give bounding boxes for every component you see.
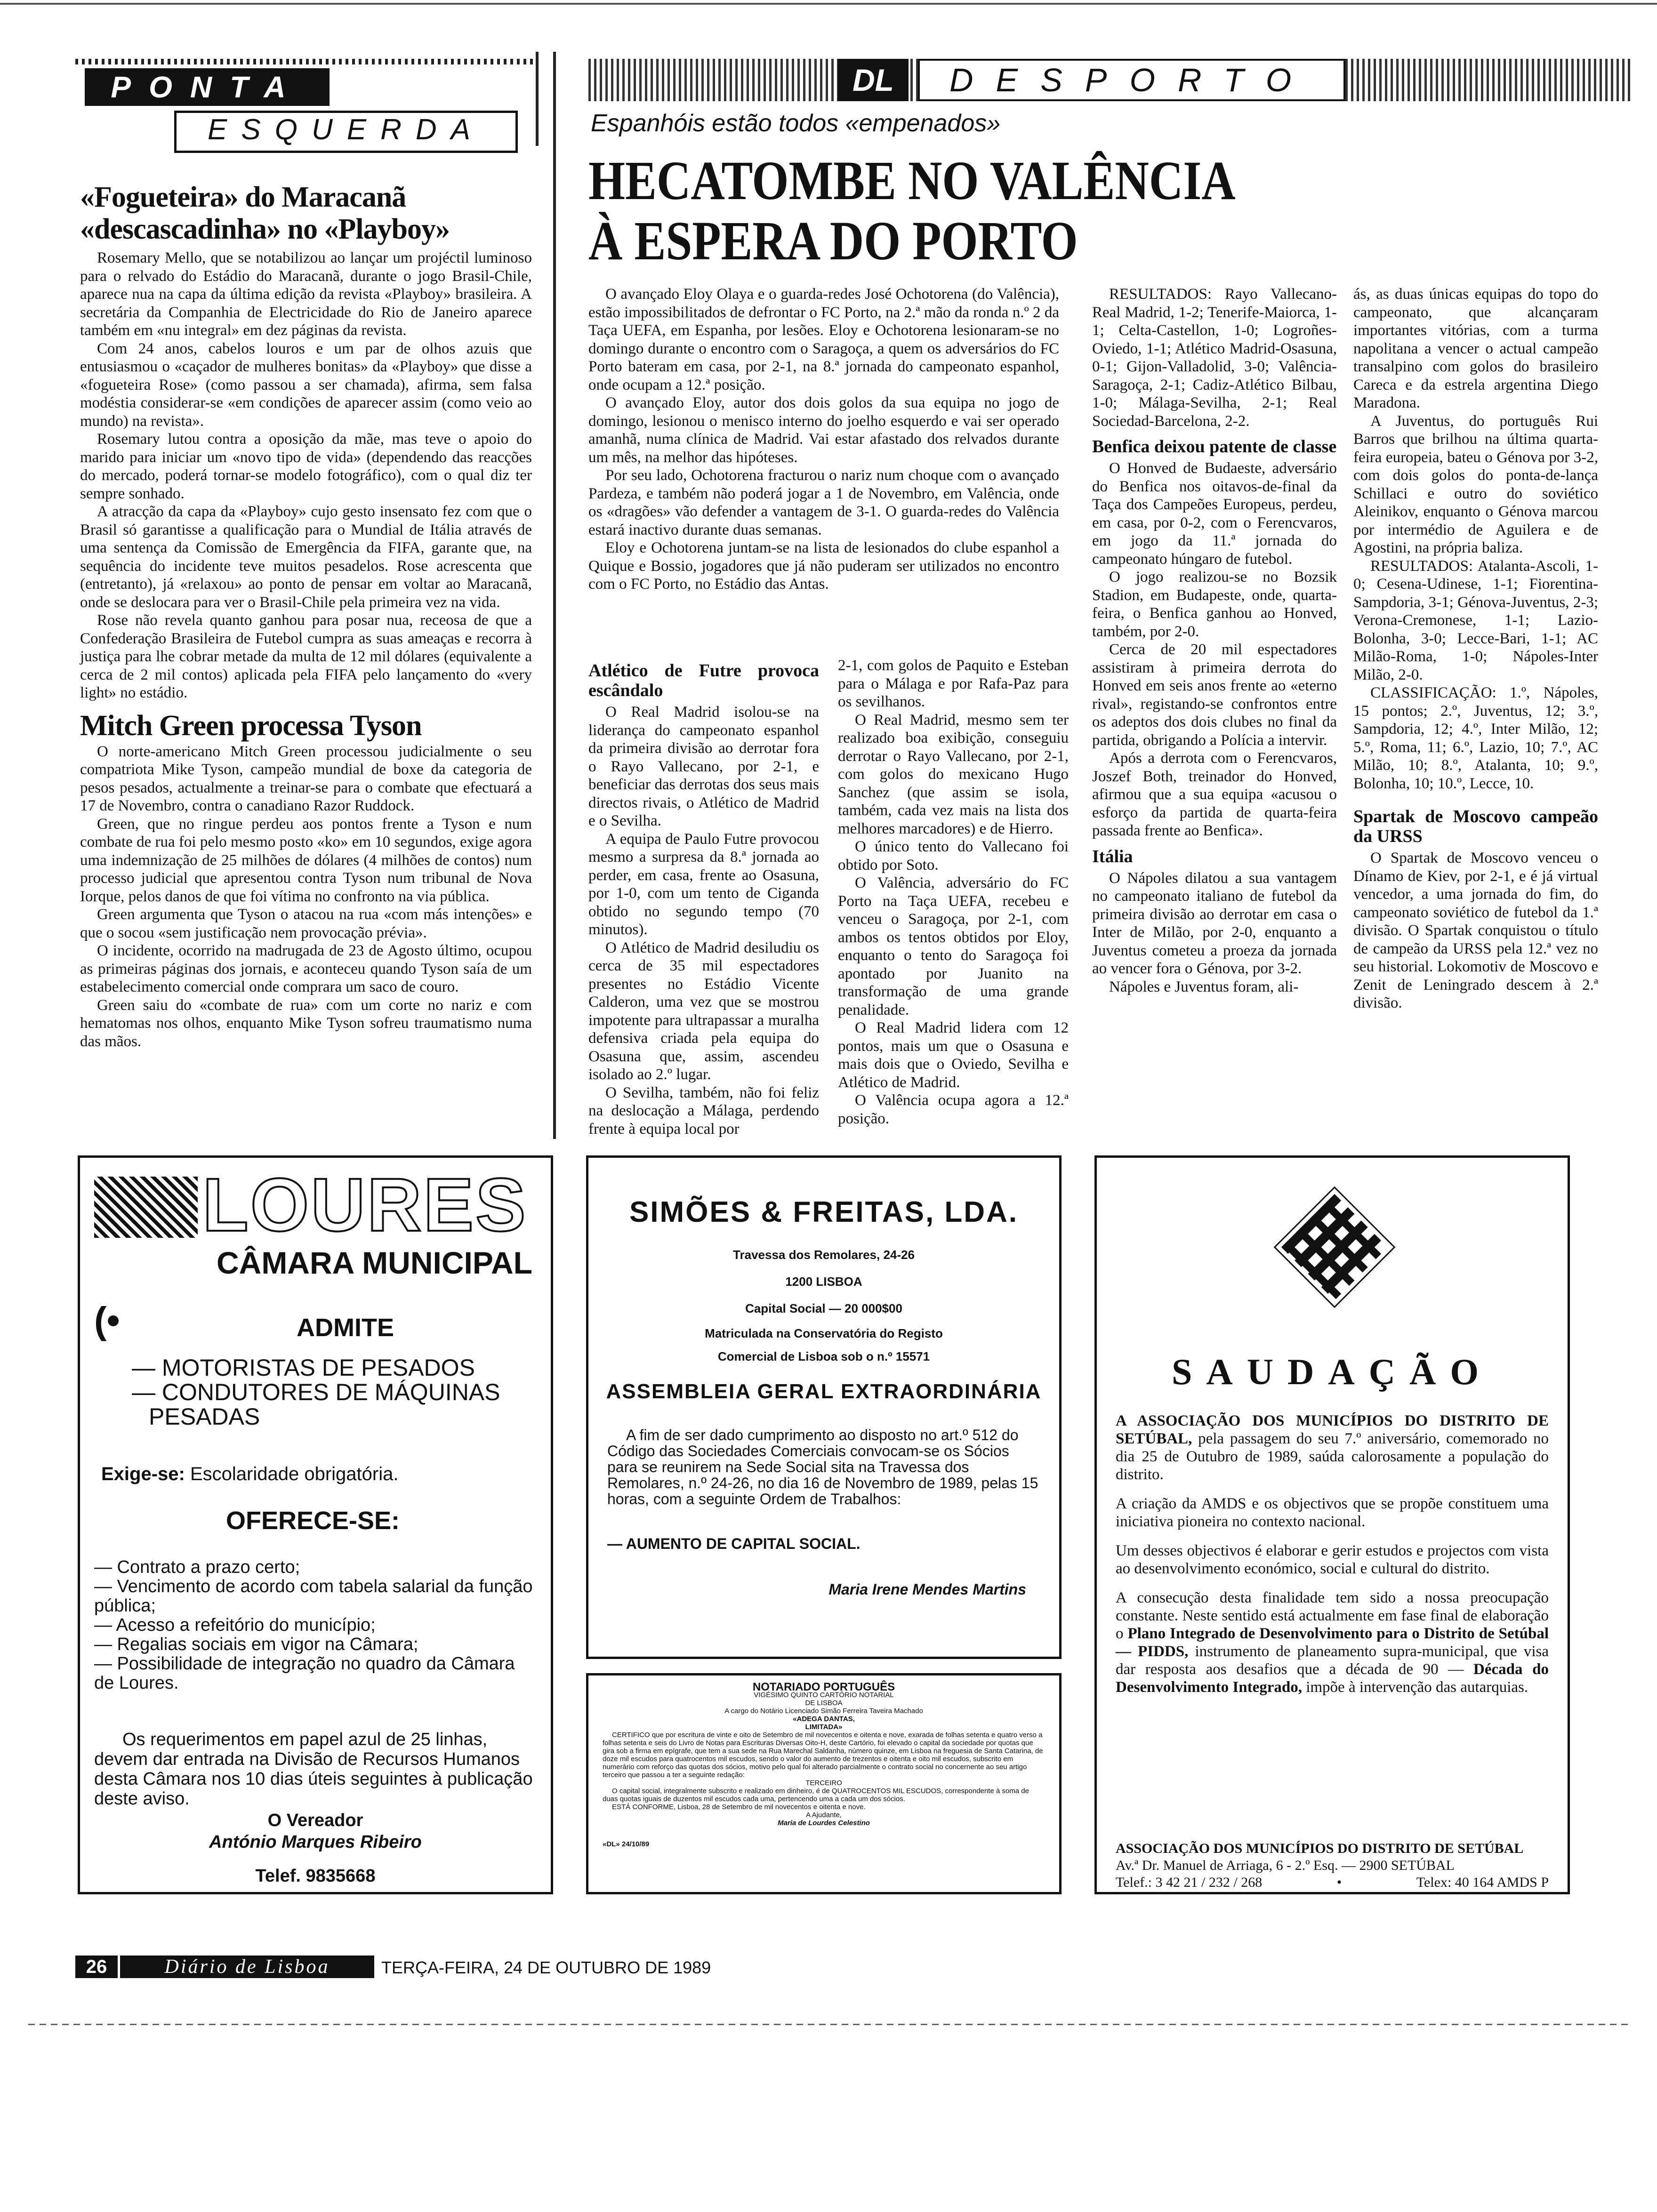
article1-headline bbox=[80, 181, 532, 245]
masthead: Diário de Lisboa bbox=[120, 1956, 374, 1978]
loures-ad bbox=[78, 1155, 553, 1894]
quote-mark: (• bbox=[94, 1299, 120, 1341]
paragraph bbox=[1116, 1589, 1549, 1696]
sport-column-2 bbox=[838, 657, 1069, 1128]
paragraph: Cerca de 20 mil espectadores assistiram à primeira derrota do Honved em seis anos frente ao «eterno rival», registando-se confrontos entre os adeptos dos dois clubes no final da partida, obrigando a Polícia a intervir. bbox=[1092, 641, 1337, 749]
company-registry: Comercial de Lisboa sob o n.º 15571 bbox=[717, 1349, 930, 1363]
footer-telex: Telex: 40 164 AMDS P bbox=[1416, 1875, 1549, 1890]
sport-column-3 bbox=[1092, 285, 1337, 996]
kicker: Espanhóis estão todos «empenados» bbox=[591, 110, 1001, 137]
paragraph: Rosemary lutou contra a oposição da mãe, mas teve o apoio do marido para iniciar um «novo tipo de vida» (dependendo das reacções do mercado, poderá tornar-se modelo fotográfico), com o qual diz ter sempre sonhado. bbox=[80, 431, 532, 502]
saudacao-ad bbox=[1094, 1155, 1570, 1894]
benefit-item: — Vencimento de acordo com tabela salarial da função pública; bbox=[94, 1577, 533, 1616]
paragraph bbox=[1116, 1412, 1549, 1483]
assembly-body: A fim de ser dado cumprimento ao disposto no art.º 512 do Código das Sociedades Comerciais convocam-se os Sócios para se reunirem na Sede Social sita na Travessa dos Remolares, n.º 24-26, no dia 16 de Novembro de 1989, pelas 15 horas, com a seguinte Ordem de Trabalhos: bbox=[607, 1427, 1038, 1507]
paragraph: O Real Madrid, mesmo sem ter realizado boa exibição, conseguiu derrotar o Rayo Vallecano, por 2-1, com golos do mexicano Hugo Sanchez (que assim se isola, também, cada vez mais na lista dos melhores marcadores) e de Hierro. bbox=[838, 711, 1069, 837]
benefit-item: — Contrato a prazo certo; bbox=[94, 1557, 300, 1577]
paragraph: Por seu lado, Ochotorena fracturou o nariz num choque com o avançado Pardeza, e também não poderá jogar a 1 de Novembro, em Valência, onde os «dragões» vão defender a vantagem de 3-1. O guarda-redes do Valência estará inactivo durante duas semanas. bbox=[588, 467, 1059, 538]
amds-seal-icon bbox=[1243, 1177, 1426, 1318]
positions-list bbox=[132, 1355, 500, 1429]
left-header-rule bbox=[536, 52, 539, 146]
paragraph: A Juventus, do português Rui Barros que brilhou na última quarta-feira europeia, bateu o Génova por 3-2, com dois golos do ponta-de-lança Schillaci e outro do soviético Aleinikov, enquanto o Génova marcou por intermédio de Aguilera e de Agostini, na própria baliza. bbox=[1353, 412, 1598, 556]
dl-logo: DL bbox=[838, 59, 909, 101]
signer-block bbox=[80, 1810, 551, 1887]
desporto-header bbox=[588, 52, 1633, 101]
requirement-label: Exige-se: bbox=[101, 1464, 185, 1484]
paragraph: O avançado Eloy Olaya e o guarda-redes José Ochotorena (do Valência), estão impossibilitados de defrontar o FC Porto, na 2.ª mão da ronda n.º 2 da Taça UEFA, em Espanha, por lesões. Eloy e Ochotorena lesionaram-se no domingo durante o encontro com o Saragoça, a quem os adversários do FC Porto bateram em casa, por 2-1, na 8.ª jornada do campeonato espanhol, onde ocupam a 12.ª posição. bbox=[588, 286, 1059, 393]
headline-line: «Fogueteira» do Maracanã bbox=[80, 181, 406, 213]
bold-text: A ASSOCIAÇÃO DOS MUNICÍPIOS DO DISTRITO DE SETÚBAL, bbox=[1116, 1412, 1549, 1447]
footer-address: Av.ª Dr. Manuel de Arriaga, 6 - 2.º Esq. — 2900 SETÚBAL bbox=[1116, 1858, 1455, 1873]
oferece-heading: OFERECE-SE: bbox=[226, 1507, 400, 1535]
subhead: Itália bbox=[1092, 846, 1133, 866]
header-ornament bbox=[75, 59, 537, 64]
paragraph: A equipa de Paulo Futre provocou mesmo a surpresa da 8.ª jornada ao perder, em casa, frente ao Osasuna, por 1-0, com um tento de Ciganda obtido no segundo tempo (70 minutos). bbox=[588, 830, 819, 938]
company-title: SIMÕES & FREITAS, LDA. bbox=[629, 1196, 1019, 1228]
paragraph: Rosemary Mello, que se notabilizou ao lançar um projéctil luminoso para o relvado do Estádio do Maracanã, durante o jogo Brasil-Chile, aparece nua na capa da última edição da revista «Playboy» brasileira. A secretária da Companhia de Electricidade do Rio de Janeiro aparece também em «nu integral» em dez páginas da revista. bbox=[80, 249, 532, 339]
page-number: 26 bbox=[75, 1956, 118, 1978]
company-registry: Matriculada na Conservatória do Registo bbox=[705, 1326, 943, 1340]
paragraph: Após a derrota com o Ferencvaros, Joszef Both, treinador do Honved, afirmou que a sua equipa «acusou o esforço da partida de quarta-feira passada frente ao Benfica». bbox=[1092, 750, 1337, 839]
headline-line: HECATOMBE NO VALÊNCIA bbox=[588, 150, 1236, 211]
ponta-esquerda-header bbox=[75, 45, 537, 158]
notary-company: «ADEGA DANTAS, bbox=[793, 1715, 855, 1723]
paragraph: O incidente, ocorrido na madrugada de 23 de Agosto último, ocupou as primeiras páginas dos jornais, e aconteceu quando Tyson saía de um estabelecimento comercial onde comprara um saco de couro. bbox=[80, 942, 532, 995]
assembly-signer: Maria Irene Mendes Martins bbox=[828, 1581, 1026, 1598]
agenda-item: — AUMENTO DE CAPITAL SOCIAL. bbox=[607, 1535, 861, 1552]
footer-name: ASSOCIAÇÃO DOS MUNICÍPIOS DO DISTRITO DE SETÚBAL bbox=[1116, 1841, 1524, 1856]
footer-contacts bbox=[1116, 1874, 1549, 1891]
paragraph: O Nápoles dilatou a sua vantagem no campeonato italiano de futebol da primeira divisão ao derrotar em casa o Inter de Milão, por 2-0, enquanto a Juventus cometeu a proeza da jornada ao vencer fora o Génova, por 3-2. bbox=[1092, 869, 1337, 977]
subhead: Atlético de Futre provoca escândalo bbox=[588, 661, 819, 700]
paragraph: O Valência ocupa agora a 12.ª posição. bbox=[838, 1092, 1069, 1127]
saudacao-body bbox=[1116, 1412, 1549, 1696]
position-item: — MOTORISTAS DE PESADOS bbox=[132, 1354, 475, 1381]
left-column bbox=[80, 181, 532, 1050]
sport-column-4 bbox=[1353, 285, 1598, 1012]
simoes-freitas-ad bbox=[586, 1155, 1062, 1659]
label-desporto: DESPORTO bbox=[918, 59, 1345, 101]
paragraph: O Atlético de Madrid desiludiu os cerca de 35 mil espectadores presentes no Estádio Vicente Calderon, uma vez que se mostrou impotente para ultrapassar a muralha defensiva criada pela equipa do Osasuna que, assim, ascendeu isolado ao 2.º lugar. bbox=[588, 939, 819, 1083]
notary-title: NOTARIADO PORTUGUÊS bbox=[752, 1681, 895, 1693]
paragraph: O Real Madrid lidera com 12 pontos, mais um que o Osasuna e mais dois que o Oviedo, Sevilha e Atlético de Madrid. bbox=[838, 1019, 1069, 1091]
column-divider bbox=[553, 52, 556, 1139]
bottom-rule bbox=[28, 2024, 1629, 2025]
paragraph: O Valência, adversário do FC Porto na Taça UEFA, recebeu e venceu o Saragoça, por 2-1, com ambos os tentos obtidos por Eloy, enquanto o tento do Saragoça foi apontado por Juanito na transformação de uma grande penalidade. bbox=[838, 874, 1069, 1018]
paragraph: O avançado Eloy, autor dos dois golos da sua equipa no jogo de domingo, lesionou o menisco interno do joelho esquerdo e vai ser operado amanhã, numa clínica de Madrid. Vai estar afastado dos relvados durante um mês, na melhor das hipóteses. bbox=[588, 394, 1059, 466]
loures-instructions: Os requerimentos em papel azul de 25 linhas, devem dar entrada na Divisão de Recursos Humanos desta Câmara nos 10 dias úteis seguintes à publicação deste aviso. bbox=[94, 1730, 533, 1809]
phone: Telef. 9835668 bbox=[255, 1866, 376, 1886]
paragraph: O Real Madrid isolou-se na liderança do campeonato espanhol da primeira divisão ao derrotar fora o Rayo Vallecano, por 2-1, e beneficiar das derrotas dos seus mais directos rivais, o Atlético de Madrid e o Sevilha. bbox=[588, 704, 819, 829]
paragraph: O norte-americano Mitch Green processou judicialmente o seu compatriota Mike Tyson, campeão mundial de boxe da categoria de pesos pesados, actualmente a treinar-se para o combate que efectuará a 17 de Novembro, contra o canadiano Razor Ruddock. bbox=[80, 743, 532, 814]
paragraph: RESULTADOS: Rayo Vallecano-Real Madrid, 1-2; Tenerife-Maiorca, 1-1; Celta-Castellon, 1-0; Logroñes-Oviedo, 1-1; Atlético Madrid-Osasuna, 0-1; Gijon-Valladolid, 3-0; Valência-Saragoça, 2-1; Cadiz-Atlético Bilbau, 1-0; Málaga-Sevilha, 2-1; Real Sociedad-Barcelona, 2-2. bbox=[1092, 286, 1337, 430]
position-item: — CONDUTORES DE MÁQUINAS bbox=[132, 1379, 500, 1405]
paragraph: O único tento do Vallecano foi obtido por Soto. bbox=[838, 838, 1069, 874]
notary-ref: «DL» 24/10/89 bbox=[603, 1840, 650, 1848]
admite-heading: ADMITE bbox=[297, 1314, 394, 1342]
notary-body: CERTIFICO que por escritura de vinte e oito de Setembro de mil novecentos e oitenta e nove, exarada de folhas setenta e quatro verso a folhas setenta e seis do Livro de Notas para Escrituras Diversas Oito-H, deste Cartório, foi elevado o capital da sociedade por quotas que gira sob a firma em epígrafe, que tem a sua sede na Rua Marechal Saldanha, número quinze, em Lisboa na freguesia de Santa Catarina, de doze mil escudos para quatrocentos mil escudos, sendo o valor do aumento de trezentos e oitenta e oito mil escudos, subscrito em numerário com reforço das quotas dos sócios, motivo pelo qual foi alterado parcialmente o contrato social no concernente ao seu artigo terceiro que passou a ter a seguinte redação: bbox=[603, 1731, 1043, 1779]
subhead: Benfica deixou patente de classe bbox=[1092, 437, 1337, 457]
notario-ad bbox=[586, 1673, 1062, 1894]
benefit-item: — Possibilidade de integração no quadro da Câmara de Loures. bbox=[94, 1654, 515, 1693]
loures-emblem bbox=[94, 1177, 198, 1238]
saudacao-footer bbox=[1116, 1840, 1549, 1891]
paragraph: O jogo realizou-se no Bozsik Stadion, em Budapeste, onde, quarta-feira, o Benfica ganhou ao Honved, também, por 2-0. bbox=[1092, 569, 1337, 640]
bold-text: Plano Integrado de Desenvolvimento para o Distrito de Setúbal — PIDDS, bbox=[1116, 1625, 1549, 1660]
article2-headline: Mitch Green processa Tyson bbox=[80, 709, 422, 742]
paragraph: O Sevilha, também, não foi feliz na deslocação a Málaga, perdendo frente à equipa local por bbox=[588, 1084, 819, 1138]
position-item: PESADAS bbox=[149, 1403, 260, 1430]
notary-article: TERCEIRO bbox=[805, 1779, 842, 1787]
headline-line: À ESPERA DO PORTO bbox=[588, 210, 1078, 272]
paragraph: O Spartak de Moscovo venceu o Dínamo de Kiev, por 2-1, e é já virtual vencedor, a uma jornada do fim, do campeonato soviético de futebol da 1.ª divisão. O Spartak conquistou o título de campeão da URSS pela 12.ª vez no seu historial. Lokomotiv de Moscovo e Zenit de Leningrado descem à 2.ª divisão. bbox=[1353, 850, 1598, 1011]
paragraph: O Honved de Budaeste, adversário do Benfica nos oitavos-de-final da Taça dos Campeões Europeus, perdeu, em casa, por 0-2, com o Ferencvaros, em jogo da 11.ª jornada do campeonato húngaro de futebol. bbox=[1092, 460, 1337, 568]
paragraph: A atracção da capa da «Playboy» cujo gesto insensato fez com que o Brasil só garantisse a qualificação para o Mundial de Itália através de uma sentença da Comissão de Emergência da FIFA, garante que, na sequência do incidente teve muitos pesadelos. Rose acrescenta que (entretanto), já «relaxou» ao ponto de pensar em voltar ao Maracanã, onde se deslocara para ver o Brasil-Chile pela primeira vez na vida. bbox=[80, 503, 532, 611]
loures-subtitle: CÂMARA MUNICIPAL bbox=[217, 1245, 532, 1280]
company-address: Travessa dos Remolares, 24-26 bbox=[733, 1248, 915, 1262]
article2-body bbox=[80, 743, 532, 1051]
label-esquerda: ESQUERDA bbox=[174, 111, 518, 153]
paragraph: Nápoles e Juventus foram, ali- bbox=[1109, 978, 1299, 995]
paragraph: Um desses objectivos é elaborar e gerir estudos e projectos com vista ao desenvolvimento económico, social e cultural do distrito. bbox=[1116, 1542, 1549, 1577]
paragraph: Green saiu do «combate de rua» com um corte no nariz e com hematomas nos olhos, enquanto Mike Tyson sofreu traumatismo numa das mãos. bbox=[80, 996, 532, 1050]
footer-phone: Telef.: 3 42 21 / 232 / 268 bbox=[1116, 1875, 1263, 1890]
text: pela passagem do seu 7.º aniversário, comemorado no dia 25 de Outubro de 1989, saúda calorosamente a população do distrito. bbox=[1116, 1430, 1549, 1483]
main-headline bbox=[588, 150, 1236, 272]
subhead: Spartak de Moscovo campeão da URSS bbox=[1353, 807, 1598, 846]
company-city: 1200 LISBOA bbox=[785, 1274, 862, 1289]
page-footer bbox=[75, 1956, 781, 1979]
notary-company: LIMITADA» bbox=[805, 1723, 843, 1731]
assembly-heading: ASSEMBLEIA GERAL EXTRAORDINÁRIA bbox=[606, 1380, 1042, 1403]
notary-signer: Maria de Lourdes Celestino bbox=[778, 1819, 870, 1827]
paragraph: Rose não revela quanto ganhou para posar nua, receosa de que a Confederação Brasileira de Futebol cumpra as suas ameaças e recorra à justiça para lhe cobrar metade da multa de 12 mil dólares (equivalente a cerca de 2 mil contos) aplicada pela FIFA pelo lançamento do «very light» no estádio. bbox=[80, 612, 532, 701]
paragraph: Green, que no ringue perdeu aos pontos frente a Tyson e num combate de rua foi pelo mesmo posto «ko» em 10 segundos, exige agora uma indemnização de 25 milhões de dólares (4 milhões de contos) num processo judicial que apresentou contra Tyson num tribunal de Nova Iorque, pelos danos de que foi vítima no confronto na via pública. bbox=[80, 815, 532, 905]
loures-logo bbox=[94, 1162, 537, 1247]
amds-seal bbox=[1243, 1177, 1426, 1318]
notary-article-body: O capital social, integralmente subscrito e realizado em dinheiro, é de QUATROCENTOS MIL ESCUDOS, correspondente à soma de duas quotas iguais de duzentos mil escudos cada uma, pertencendo uma a cada um dos sócios. bbox=[603, 1787, 1029, 1803]
notary-role: A Ajudante, bbox=[806, 1811, 842, 1819]
paragraph: CLASSIFICAÇÃO: 1.º, Nápoles, 15 pontos; 2.º, Juventus, 12; 3.º, Sampdoria, 12; 4.º, Inter Milão, 12; 5.º, Roma, 11; 6.º, Lazio, 10; 7.º, AC Milão, 10; 8.º, Atalanta, 10; 9.º, Bolonha, 10; 10.º, Lecce, 10. bbox=[1353, 684, 1598, 792]
company-capital: Capital Social — 20 000$00 bbox=[745, 1301, 902, 1315]
requirement bbox=[101, 1464, 398, 1485]
notary-closing: ESTÁ CONFORME, Lisboa, 28 de Setembro de mil novecentos e oitenta e nove. bbox=[612, 1803, 866, 1811]
paragraph: Com 24 anos, cabelos louros e um par de olhos azuis que entusiasmou o «caçador de mulheres bonitas» da «Playboy» que disse a «fogueteira Rose» (como passou a ser chamada), afirma, sem falsa modéstia considerar-se «em condições de aparecer assim (como veio ao mundo) na revista». bbox=[80, 340, 532, 430]
loures-logo-text: LOURES bbox=[202, 1162, 528, 1247]
paragraph: RESULTADOS: Atalanta-Ascoli, 1-0; Cesena-Udinese, 1-1; Fiorentina-Sampdoria, 3-1; Génova-Juventus, 2-3; Verona-Cremonese, 1-1; Lazio-Bolonha, 3-0; Lecce-Bari, 1-1; AC Milão-Roma, 1-0; Nápoles-Inter Milão, 2-0. bbox=[1353, 557, 1598, 683]
bullet: • bbox=[1336, 1875, 1342, 1890]
benefits-list bbox=[94, 1558, 537, 1693]
paragraph: ás, as duas únicas equipas do topo do campeonato, que alcançaram importantes vitórias, com a turma napolitana a vencer o actual campeão transalpino com golos do brasileiro Careca e da estrela argentina Diego Maradona. bbox=[1353, 286, 1598, 411]
signer-name: António Marques Ribeiro bbox=[209, 1832, 422, 1852]
benefit-item: — Regalias sociais em vigor na Câmara; bbox=[94, 1635, 418, 1654]
text: impõe à intervenção das autarquias. bbox=[1306, 1679, 1528, 1696]
signer-title: O Vereador bbox=[267, 1811, 363, 1830]
paragraph: Green argumenta que Tyson o atacou na rua «com más intenções» e que o socou «sem justificação nem provocação prévia». bbox=[80, 906, 532, 941]
headline-line: «descascadinha» no «Playboy» bbox=[80, 213, 450, 245]
paragraph: Eloy e Ochotorena juntam-se na lista de lesionados do clube espanhol a Quique e Bossio, jogadores que já não puderam ser utilizados no encontro com o FC Porto, no Estádio das Antas. bbox=[588, 539, 1059, 593]
paragraph: 2-1, com golos de Paquito e Esteban para o Málaga e por Rafa-Paz para os sevilhanos. bbox=[838, 657, 1069, 710]
text: instrumento de planeamento supra-municipal, que visa dar resposta aos desafios que a década de 90 — bbox=[1116, 1643, 1549, 1678]
article1-body bbox=[80, 249, 532, 702]
bold-text: Década do Desenvolvimento Integrado, bbox=[1116, 1661, 1549, 1696]
notary-sub: A cargo do Notário Licenciado Simão Ferreira Taveira Machado bbox=[724, 1707, 923, 1715]
requirement-text: Escolaridade obrigatória. bbox=[190, 1464, 399, 1484]
text: A consecução desta finalidade tem sido a nossa preocupação constante. Neste sentido está actualmente em fase final de elaboração o bbox=[1116, 1589, 1549, 1642]
notary-sub: VIGÉSIMO QUINTO CARTÓRIO NOTARIAL bbox=[754, 1691, 894, 1699]
sport-column-1 bbox=[588, 654, 819, 1138]
issue-date: TERÇA-FEIRA, 24 DE OUTUBRO DE 1989 bbox=[381, 1958, 711, 1977]
saudacao-title: SAUDAÇÃO bbox=[1171, 1351, 1493, 1392]
notary-sub: DE LISBOA bbox=[805, 1699, 843, 1707]
paragraph: A criação da AMDS e os objectivos que se propõe constituem uma iniciativa pioneira no contexto nacional. bbox=[1116, 1495, 1549, 1530]
benefit-item: — Acesso a refeitório do município; bbox=[94, 1615, 376, 1635]
top-rule bbox=[0, 3, 1657, 5]
label-ponta: PONTA bbox=[85, 68, 330, 106]
lead-article bbox=[588, 285, 1059, 593]
